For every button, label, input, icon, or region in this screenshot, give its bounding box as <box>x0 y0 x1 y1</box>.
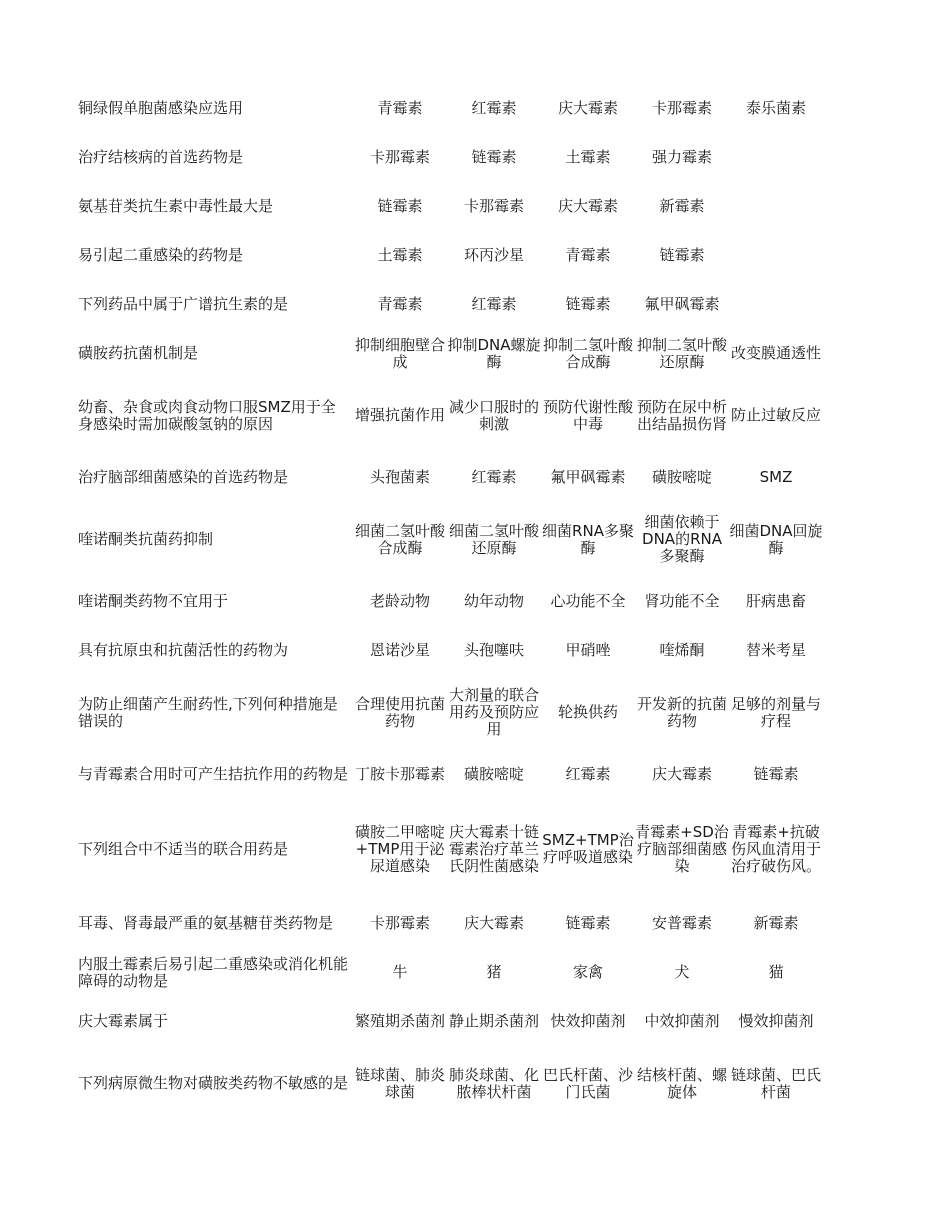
option-a: 青霉素 <box>377 99 423 117</box>
option-b: 头孢噻呋 <box>463 641 524 659</box>
option-d: 青霉素+SD治疗脑部细菌感染 <box>635 822 729 875</box>
option-d: 庆大霉素 <box>651 765 712 783</box>
question-row <box>78 182 823 231</box>
option-b: 红霉素 <box>471 468 517 486</box>
question-row <box>78 626 823 675</box>
option-b: 幼年动物 <box>463 592 524 610</box>
question-row <box>78 948 823 997</box>
question-text: 喹诺酮类药物不宜用于 <box>78 592 229 610</box>
option-a: 合理使用抗菌药物 <box>354 694 445 730</box>
question-text: 为防止细菌产生耐药性,下列何种措施是错误的 <box>78 694 338 730</box>
option-a: 抑制细胞壁合成 <box>354 335 445 371</box>
option-a: 卡那霉素 <box>369 914 430 932</box>
option-d: 新霉素 <box>659 197 705 215</box>
option-e: 慢效抑菌剂 <box>738 1012 814 1030</box>
question-text: 幼畜、杂食或肉食动物口服SMZ用于全身感染时需加碳酸氢钠的原因 <box>78 397 336 433</box>
option-c: 预防代谢性酸中毒 <box>542 397 633 433</box>
option-c: 氟甲砜霉素 <box>550 468 626 486</box>
option-e: 青霉素+抗破伤风血清用于治疗破伤风。 <box>730 822 821 875</box>
option-c: 家禽 <box>572 963 603 981</box>
option-e: 链霉素 <box>753 765 799 783</box>
option-b: 大剂量的联合用药及预防应用 <box>448 686 539 738</box>
option-e: 新霉素 <box>753 914 799 932</box>
question-row <box>78 133 823 182</box>
question-row <box>78 799 823 899</box>
option-d: 链霉素 <box>659 246 705 264</box>
option-d: 开发新的抗菌药物 <box>636 694 727 730</box>
option-e: SMZ <box>759 468 793 486</box>
option-a: 老龄动物 <box>369 592 430 610</box>
option-a: 增强抗菌作用 <box>354 406 445 424</box>
question-row <box>78 502 823 577</box>
option-c: 链霉素 <box>565 914 611 932</box>
option-e: 泰乐菌素 <box>745 99 806 117</box>
option-c: 庆大霉素 <box>557 99 618 117</box>
option-d: 结核杆菌、螺旋体 <box>636 1065 727 1101</box>
option-b: 抑制DNA螺旋酶 <box>447 335 541 371</box>
option-a: 链霉素 <box>377 197 423 215</box>
question-text: 耳毒、肾毒最严重的氨基糖苷类药物是 <box>78 914 334 932</box>
option-a: 头孢菌素 <box>369 468 430 486</box>
option-d: 预防在尿中析出结晶损伤肾 <box>636 397 727 433</box>
option-b: 庆大霉素 <box>463 914 524 932</box>
question-row <box>78 899 823 948</box>
option-d: 喹烯酮 <box>659 641 705 659</box>
option-b: 红霉素 <box>471 99 517 117</box>
option-d: 卡那霉素 <box>651 99 712 117</box>
option-c: 甲硝唑 <box>565 641 611 659</box>
option-a: 链球菌、肺炎球菌 <box>354 1065 445 1101</box>
option-c: 链霉素 <box>565 295 611 313</box>
question-text: 治疗结核病的首选药物是 <box>78 148 244 166</box>
option-d: 中效抑菌剂 <box>644 1012 720 1030</box>
option-a: 繁殖期杀菌剂 <box>354 1012 445 1030</box>
option-e: 猫 <box>768 963 784 981</box>
option-a: 磺胺二甲嘧啶+TMP用于泌尿道感染 <box>354 822 445 875</box>
option-b: 细菌二氢叶酸还原酶 <box>448 521 539 557</box>
option-d: 细菌依赖于DNA的RNA多聚酶 <box>642 513 722 565</box>
option-a: 土霉素 <box>377 246 423 264</box>
question-row <box>78 84 823 133</box>
question-text: 内服土霉素后易引起二重感染或消化机能障碍的动物是 <box>78 954 349 990</box>
option-c: 土霉素 <box>565 148 611 166</box>
question-text: 庆大霉素属于 <box>78 1012 169 1030</box>
question-text: 下列药品中属于广谱抗生素的是 <box>78 295 289 313</box>
option-c: 抑制二氢叶酸合成酶 <box>542 335 633 371</box>
question-row <box>78 675 823 750</box>
option-d: 安普霉素 <box>651 914 712 932</box>
question-row <box>78 329 823 378</box>
option-b: 庆大霉素十链霉素治疗革兰氏阴性菌感染 <box>448 822 539 875</box>
option-a: 青霉素 <box>377 295 423 313</box>
option-b: 环丙沙星 <box>463 246 524 264</box>
option-c: 细菌RNA多聚酶 <box>542 521 634 557</box>
option-c: 红霉素 <box>565 765 611 783</box>
question-row <box>78 1046 823 1121</box>
option-e: 防止过敏反应 <box>730 406 821 424</box>
option-d: 氟甲砜霉素 <box>644 295 720 313</box>
question-text: 具有抗原虫和抗菌活性的药物为 <box>78 641 289 659</box>
option-b: 减少口服时的刺激 <box>448 397 539 433</box>
option-d: 磺胺嘧啶 <box>651 468 712 486</box>
question-row <box>78 280 823 329</box>
option-e: 肝病患畜 <box>745 592 806 610</box>
option-c: 青霉素 <box>565 246 611 264</box>
question-text: 铜绿假单胞菌感染应选用 <box>78 99 244 117</box>
option-c: 巴氏杆菌、沙门氏菌 <box>542 1065 633 1101</box>
option-b: 静止期杀菌剂 <box>448 1012 539 1030</box>
option-a: 丁胺卡那霉素 <box>354 765 445 783</box>
question-row <box>78 453 823 502</box>
option-b: 链霉素 <box>471 148 517 166</box>
question-row <box>78 750 823 799</box>
option-c: 心功能不全 <box>550 592 626 610</box>
question-row <box>78 577 823 626</box>
question-text: 治疗脑部细菌感染的首选药物是 <box>78 468 289 486</box>
option-d: 肾功能不全 <box>644 592 720 610</box>
question-text: 与青霉素合用时可产生拮抗作用的药物是 <box>78 765 349 783</box>
option-a: 恩诺沙星 <box>369 641 430 659</box>
question-text: 氨基苷类抗生素中毒性最大是 <box>78 197 274 215</box>
option-b: 卡那霉素 <box>463 197 524 215</box>
option-c: 快效抑菌剂 <box>550 1012 626 1030</box>
option-d: 犬 <box>674 963 690 981</box>
question-row <box>78 997 823 1046</box>
option-e: 足够的剂量与疗程 <box>730 694 821 730</box>
option-b: 磺胺嘧啶 <box>463 765 524 783</box>
question-text: 磺胺药抗菌机制是 <box>78 344 199 362</box>
option-e: 链球菌、巴氏杆菌 <box>730 1065 821 1101</box>
option-c: SMZ+TMP治疗呼吸道感染 <box>542 831 634 866</box>
question-text: 下列组合中不适当的联合用药是 <box>78 839 289 858</box>
option-b: 猪 <box>486 963 502 981</box>
question-table <box>78 84 823 1121</box>
question-text: 喹诺酮类抗菌药抑制 <box>78 530 214 548</box>
option-b: 肺炎球菌、化脓棒状杆菌 <box>448 1065 539 1101</box>
question-text: 下列病原微生物对磺胺类药物不敏感的是 <box>78 1074 349 1092</box>
question-row <box>78 378 823 453</box>
option-a: 牛 <box>392 963 408 981</box>
option-e: 细菌DNA回旋酶 <box>729 521 823 557</box>
option-d: 抑制二氢叶酸还原酶 <box>636 335 727 371</box>
option-b: 红霉素 <box>471 295 517 313</box>
option-e: 改变膜通透性 <box>730 344 821 362</box>
option-d: 强力霉素 <box>651 148 712 166</box>
option-a: 细菌二氢叶酸合成酶 <box>354 521 445 557</box>
option-c: 轮换供药 <box>557 703 618 721</box>
option-e: 替米考星 <box>745 641 806 659</box>
question-text: 易引起二重感染的药物是 <box>78 246 244 264</box>
option-c: 庆大霉素 <box>557 197 618 215</box>
question-row <box>78 231 823 280</box>
option-a: 卡那霉素 <box>369 148 430 166</box>
